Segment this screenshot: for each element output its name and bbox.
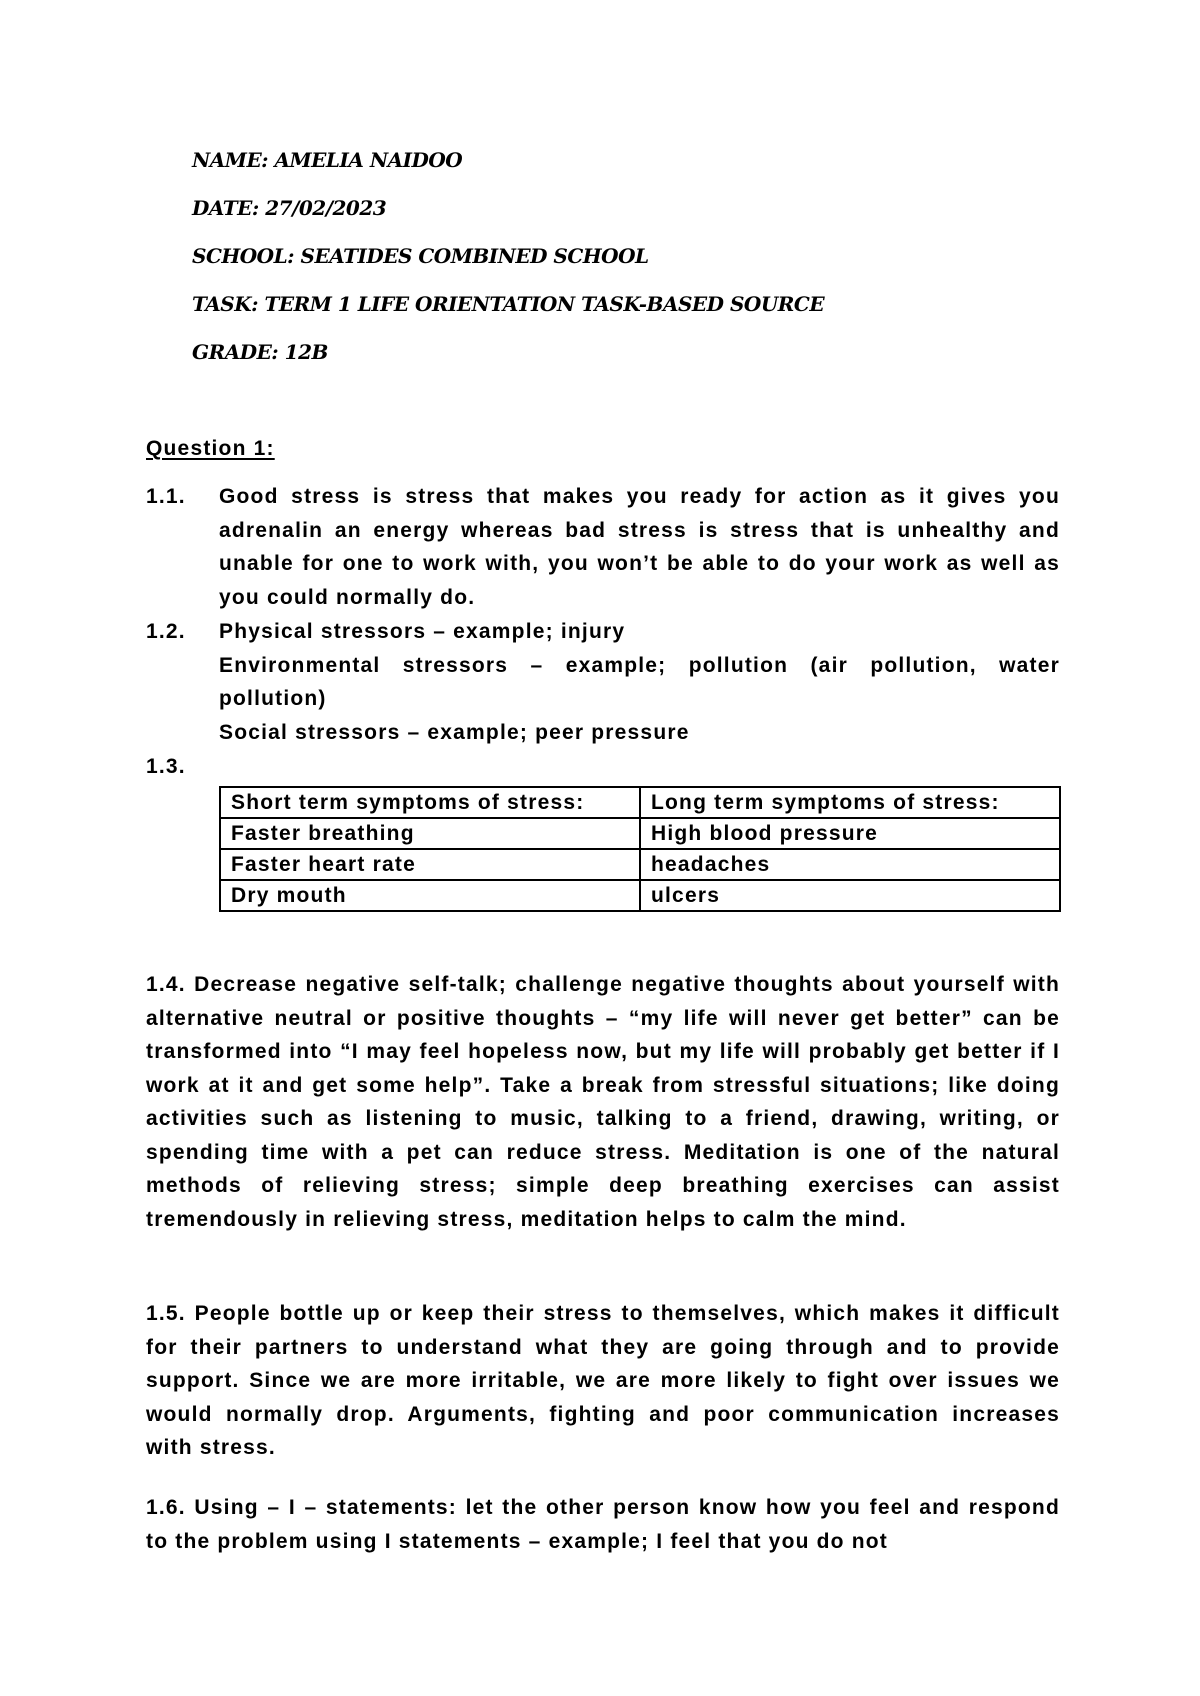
table-cell: Faster heart rate: [220, 849, 640, 880]
table-cell: High blood pressure: [640, 818, 1060, 849]
answer-number: 1.2.: [146, 620, 186, 643]
answer-1-1: [146, 480, 1060, 614]
table-header-cell: Short term symptoms of stress:: [220, 787, 640, 818]
answer-1-2: [146, 615, 1060, 749]
table-row: [220, 880, 1060, 911]
answer-1-4: 1.4. Decrease negative self-talk; challenge negative thoughts about yourself with alternative neutral or positive thoughts – “my life will never get better” can be transformed into “I may feel hopeless now, but my life will probably get better if I work at it and get some help”. Take a break from stressful situations; like doing activities such as listening to music, talking to a friend, drawing, writing, or spending time with a pet can reduce stress. Meditation is one of the natural methods of relieving stress; simple deep breathing exercises can assist tremendously in relieving stress, meditation helps to calm the mind.: [146, 973, 1060, 1231]
symptoms-table: [219, 786, 1061, 912]
student-header: [192, 148, 992, 388]
table-header-cell: Long term symptoms of stress:: [640, 787, 1060, 818]
stressor-line: Environmental stressors – example; pollution (air pollution, water pollution): [219, 653, 1060, 710]
answer-number: 1.1.: [146, 485, 186, 508]
stressor-line: Social stressors – example; peer pressure: [219, 720, 690, 744]
answer-text: Good stress is stress that makes you ready for action as it gives you adrenalin an energy whereas bad stress is stress that is unhealthy and unable for one to work with, you won’t be able to do your work as well as you could normally do.: [219, 485, 1060, 609]
answer-1-5: 1.5. People bottle up or keep their stress to themselves, which makes it difficult for their partners to understand what they are going through and to provide support. Since we are more irritable, we are more likely to fight over issues we would normally drop. Arguments, fighting and poor communication increases with stress.: [146, 1302, 1060, 1459]
grade: GRADE: 12B: [192, 340, 328, 364]
table-header-row: [220, 787, 1060, 818]
task-title: TASK: TERM 1 LIFE ORIENTATION TASK-BASED SOURCE: [192, 292, 825, 316]
stressor-line: Physical stressors – example; injury: [219, 620, 626, 643]
table-cell: Dry mouth: [220, 880, 640, 911]
answer-number: 1.3.: [146, 755, 186, 778]
table-row: [220, 849, 1060, 880]
submission-date: DATE: 27/02/2023: [192, 196, 387, 220]
table-cell: headaches: [640, 849, 1060, 880]
table-cell: Faster breathing: [220, 818, 640, 849]
school-name: SCHOOL: SEATIDES COMBINED SCHOOL: [192, 244, 649, 268]
answer-1-6: 1.6. Using – I – statements: let the other person know how you feel and respond to the problem using I statements – example; I feel that you do not: [146, 1496, 1060, 1553]
student-name: NAME: AMELIA NAIDOO: [192, 148, 463, 172]
table-row: [220, 818, 1060, 849]
table-cell: ulcers: [640, 880, 1060, 911]
question-heading: Question 1:: [146, 437, 275, 460]
